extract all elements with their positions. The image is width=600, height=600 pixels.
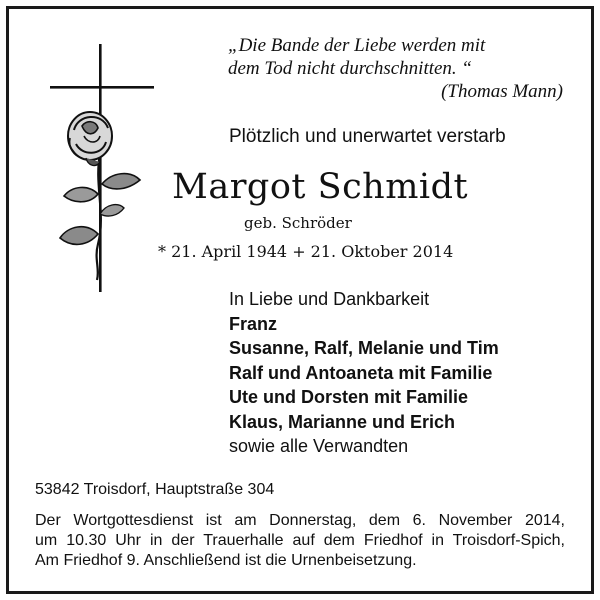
quote-line-2: dem Tod nicht durchschnitten. “ [228,58,473,79]
service-info [35,511,565,571]
quote-author: (Thomas Mann) [441,81,563,102]
mourner-name: Ute und Dorsten mit Familie [229,387,469,407]
service-line: um 10.30 Uhr in der Trauerhalle auf dem Friedhof in Troisdorf-Spich, [35,532,565,549]
mourner-name: Ralf und Antoaneta mit Familie [229,362,493,383]
quote-block [228,34,563,103]
life-dates: * 21. April 1944 + 21. Oktober 2014 [158,242,454,261]
service-line: Am Friedhof 9. Anschließend ist die Urnenbeisetzung. [35,552,417,569]
announcement-text: Plötzlich und unerwartet verstarb [229,126,506,147]
mourners-intro: In Liebe und Dankbarkeit [229,289,430,309]
mourners-outro: sowie alle Verwandten [229,436,409,456]
mourner-name: Franz [229,313,278,334]
mourner-name: Susanne, Ralf, Melanie und Tim [229,338,499,358]
deceased-name: Margot Schmidt [172,167,469,207]
mourners-list [229,287,499,459]
maiden-name: geb. Schröder [244,214,352,232]
mourner-name: Klaus, Marianne und Erich [229,411,456,432]
cross-with-rose-icon [50,44,154,294]
address: 53842 Troisdorf, Hauptstraße 304 [35,481,275,498]
quote-line-1: „Die Bande der Liebe werden mit [228,35,486,56]
service-line: Der Wortgottesdienst ist am Donnerstag, dem 6. November 2014, [35,512,565,529]
